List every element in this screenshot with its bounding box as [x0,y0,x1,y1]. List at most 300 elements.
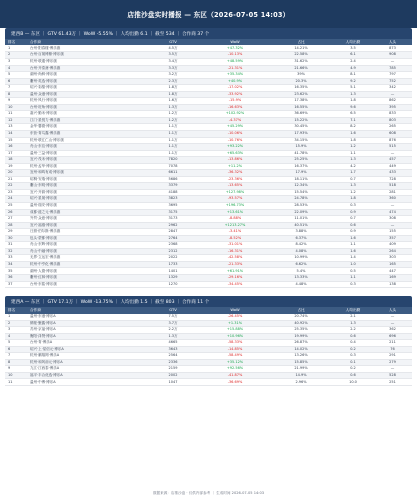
wow-cell: -26.45% [201,314,269,321]
wow-cell: -42.58% [201,255,269,262]
partner-cell: 舟山·东辉·博乐旗 [27,242,145,249]
headcount-cell: 357 [373,235,412,242]
rank-cell: 22 [5,183,27,190]
share-cell: 22.09% [269,209,333,216]
wow-cell: +45.29% [201,124,269,131]
wow-cell: +47.32% [201,45,269,52]
headcount-cell: 251 [373,379,412,386]
rank-cell: 15 [5,137,27,144]
rank-cell: 8 [5,359,27,366]
attendance-cell: 0.5 [333,268,373,275]
headcount-cell: — [373,222,412,229]
headcount-cell: 165 [373,261,412,268]
attendance-cell: 8.2 [333,124,373,131]
gtv-cell: 1.3万 [145,333,201,340]
gtv-cell: 1047 [145,379,201,386]
partner-cell: 宜兴·福禧·博乐旗 [27,222,145,229]
attendance-cell: 1.7 [333,170,373,177]
partner-cell: 嘉兴·勤禾·博乐旗 [27,111,145,118]
partner-cell: 江门·星悦力·博乐旗 [27,117,145,124]
gtv-cell: 3379 [145,183,201,190]
partner-cell: 衢山·东明·博乐旗 [27,183,145,190]
share-cell: 13.33% [269,275,333,282]
gtv-cell: 2962 [145,222,201,229]
gtv-cell: 2.3万 [145,78,201,85]
attendance-cell: 1.6 [333,131,373,138]
headcount-cell: — [373,58,412,65]
share-cell: 30.45% [269,124,333,131]
partner-cell: 湖州·人德·博乐旗 [27,268,145,275]
gtv-cell: 1733 [145,261,201,268]
wow-cell: -21.33% [201,261,269,268]
attendance-cell: 1.1 [333,242,373,249]
gtv-cell: 1.6万 [145,98,201,105]
partner-cell: 绍兴·彩酷·博乐旗 [27,85,145,92]
gtv-cell: 3.5万 [145,52,201,59]
headcount-cell: 291 [373,353,412,360]
table-body [5,45,412,287]
gtv-cell: 7.5万 [145,314,201,321]
partner-cell: 金华·馨德·博乐旗 [27,124,145,131]
attendance-cell: 3.5 [333,45,373,52]
attendance-cell: 0.2 [333,346,373,353]
partner-cell: 温州·东港·博乐A [27,314,145,321]
headcount-cell: 360 [373,196,412,203]
share-cell: 6.62% [269,261,333,268]
attendance-cell: 0.7 [333,176,373,183]
gtv-cell: 1.1万 [145,124,201,131]
wow-cell: -13.86% [201,157,269,164]
partner-cell: 杭州·和风前元·博乐A [27,359,145,366]
rank-cell: 7 [5,353,27,360]
wow-cell: +1.31% [201,320,269,327]
column-header-rank[interactable]: 排名 [8,307,16,312]
gtv-cell: 4.5万 [145,45,201,52]
share-cell: 24.78% [269,196,333,203]
partner-cell: 湖州·尚鲜·博乐旗 [27,72,145,79]
wow-cell: -13.65% [201,183,269,190]
attendance-cell: 0.1 [333,359,373,366]
headcount-cell: 833 [373,111,412,118]
partner-cell: 台州·阳春楼·博乐旗 [27,45,145,52]
rank-cell: 25 [5,203,27,210]
wow-cell: -10.13% [201,52,269,59]
gtv-cell: 2002 [145,372,201,379]
partner-cell: 宜州·和鸣有成·博乐旗 [27,170,145,177]
rank-cell: 27 [5,216,27,223]
wow-cell: +65.63% [201,150,269,157]
headcount-cell: 876 [373,137,412,144]
rank-cell: 3 [5,58,27,65]
share-cell: 40.92% [269,320,333,327]
share-cell: 4.48% [269,281,333,288]
rank-cell: 26 [5,209,27,216]
rank-cell: 34 [5,261,27,268]
rank-cell: 7 [5,85,27,92]
wow-cell: +1213.27% [201,222,269,229]
attendance-cell: 0.6 [333,333,373,340]
headcount-cell: — [373,366,412,373]
wow-cell: +13.61% [201,209,269,216]
partner-cell: 杭州·鹏翔网·博乐A [27,353,145,360]
rank-cell: 14 [5,131,27,138]
wow-cell: +93.22% [201,144,269,151]
share-cell: 4.08% [269,248,333,255]
attendance-cell: 0.2 [333,366,373,373]
column-header-wow[interactable]: WoW [230,308,240,313]
wow-cell: -41.87% [201,372,269,379]
gtv-cell: 3.4万 [145,58,201,65]
attendance-cell: 6.5 [333,111,373,118]
gtv-cell: 6611 [145,170,201,177]
wow-cell: -14.85% [201,346,269,353]
attendance-cell: 0.6 [333,372,373,379]
attendance-cell: 6.1 [333,52,373,59]
share-cell: 18.11% [269,176,333,183]
wow-cell: -21.31% [201,65,269,72]
rank-cell: 4 [5,65,27,72]
share-cell: 16.55% [269,104,333,111]
attendance-cell: 0.3 [333,281,373,288]
wow-cell: +48.59% [201,58,269,65]
share-cell: 17.9% [269,170,333,177]
rank-cell: 12 [5,117,27,124]
column-header-share[interactable]: 占比 [297,307,305,312]
partner-cell: 日照·伯尔斯·博乐旗 [27,229,145,236]
attendance-cell: 9.6 [333,104,373,111]
wow-cell: -8.52% [201,235,269,242]
share-cell: 5.4% [269,268,333,275]
headcount-cell: 76 [373,346,412,353]
partner-cell: 舟山·东岛·博乐旗 [27,144,145,151]
partner-cell: 温州·中博·博乐A [27,379,145,386]
attendance-cell: 0.9 [333,209,373,216]
share-cell: 34.15% [269,137,333,144]
share-cell: 16.35% [269,85,333,92]
rank-cell: 9 [5,98,27,105]
page-header [0,0,417,28]
headcount-cell: 395 [373,104,412,111]
gtv-cell: 1329 [145,275,201,282]
share-cell: 2.96% [269,379,333,386]
attendance-cell: 4.9 [333,65,373,72]
gtv-cell: 1270 [145,281,201,288]
rank-cell: 20 [5,170,27,177]
attendance-cell: 1.4 [333,255,373,262]
share-cell: 15.85% [269,359,333,366]
attendance-cell: 1.2 [333,189,373,196]
gtv-cell: 1.8万 [145,85,201,92]
share-cell: 14.9% [269,372,333,379]
headcount-cell: 264 [373,248,412,255]
wow-cell: +11.2% [201,163,269,170]
rank-cell: 10 [5,104,27,111]
wow-cell: -10.06% [201,131,269,138]
page-footer: 数据来源：店推沙盘 · 仅供内部参考 ｜ 生成时间 2026-07-05 14:03 [152,491,265,495]
attendance-cell: 10.0 [333,379,373,386]
partner-cell: 外贸·众意·博乐旗 [27,216,145,223]
gtv-cell: 3695 [145,203,201,210]
wow-cell: +15.88% [201,327,269,334]
share-cell: 23.62% [269,91,333,98]
partner-cell: 无界·立运宏·博乐旗 [27,255,145,262]
attendance-cell: 1.8 [333,196,373,203]
partner-cell: 台州·青·博乐A [27,340,145,347]
partner-cell: 杭州·风行·博乐旗 [27,98,145,105]
share-cell: 10.99% [269,255,333,262]
column-header-attendance[interactable]: 人均出勤 [345,307,361,312]
wow-cell: -58.33% [201,340,269,347]
headcount-cell: 281 [373,189,412,196]
partner-cell: 台州·百晟博鼎·博乐旗 [27,52,145,59]
wow-cell: -29.16% [201,275,269,282]
rank-cell: 17 [5,150,27,157]
headcount-cell: — [373,320,412,327]
wow-cell: -8.88% [201,216,269,223]
attendance-cell: 9.2 [333,78,373,85]
column-header-partner[interactable]: 合作商 [30,39,42,44]
headcount-cell: 342 [373,85,412,92]
wow-cell: -93.57% [201,196,269,203]
headcount-cell: 515 [373,144,412,151]
headcount-cell: — [373,91,412,98]
share-cell: 21.66% [269,65,333,72]
share-cell: 14.21% [269,45,333,52]
share-cell: 15.22% [269,117,333,124]
ranking-table [5,307,412,386]
rank-cell: 11 [5,379,27,386]
rank-cell: 4 [5,333,27,340]
headcount-cell: — [373,203,412,210]
share-cell: 21.99% [269,366,333,373]
column-header-rank[interactable]: 排名 [8,39,16,44]
partner-cell: 宜兴·茂禾·博乐旗 [27,157,145,164]
partner-cell: 温州·众港·博乐旗 [27,91,145,98]
headcount-cell: 608 [373,131,412,138]
rank-cell: 30 [5,235,27,242]
column-header-wow[interactable]: WoW [230,40,240,45]
share-cell: 8.42% [269,242,333,249]
partner-cell: 宜兴·开源·博乐旗 [27,189,145,196]
headcount-cell: 303 [373,255,412,262]
attendance-cell: 4.2 [333,163,373,170]
share-cell: 14.02% [269,346,333,353]
attendance-cell: 2.2 [333,327,373,334]
share-cell: 13.26% [269,353,333,360]
attendance-cell: 0.6 [333,222,373,229]
rank-cell: 31 [5,242,27,249]
wow-cell: +35.12% [201,359,269,366]
gtv-cell: 3643 [145,346,201,353]
partner-cell: 衢州·红林·博乐旗 [27,275,145,282]
gtv-cell: 3.3万 [145,65,201,72]
wow-cell: -16.63% [201,104,269,111]
headcount-cell: 138 [373,281,412,288]
gtv-cell: 2764 [145,235,201,242]
table-body [5,314,412,386]
wow-cell: -33.92% [201,91,269,98]
rank-cell: 1 [5,314,27,321]
wow-cell: -10.76% [201,137,269,144]
headcount-cell: 797 [373,72,412,79]
partner-cell: 杭州·孟华·博乐旗 [27,163,145,170]
headcount-cell: 169 [373,275,412,282]
partner-cell: 九江·江西泰·博乐A [27,366,145,373]
gtv-cell: 2564 [145,353,201,360]
wow-cell: +61.91% [201,268,269,275]
attendance-cell: 1.0 [333,261,373,268]
share-cell: 25.25% [269,157,333,164]
gtv-cell: 2022 [145,255,201,262]
column-header-partner[interactable]: 合作商 [30,307,42,312]
share-cell: 17.38% [269,98,333,105]
partner-cell: 成都·道之元·博乐旗 [27,209,145,216]
share-cell: 25.35% [269,327,333,334]
attendance-cell: 1.6 [333,248,373,255]
page-title: 店推沙盘实时播报 — 东区（2026-07-05 14:03） [127,11,290,19]
headcount-cell: 279 [373,359,412,366]
headcount-cell: 433 [373,170,412,177]
headcount-cell: 752 [373,78,412,85]
gtv-cell: 1.1万 [145,131,201,138]
share-cell: 20.74% [269,314,333,321]
rank-cell: 8 [5,91,27,98]
partner-cell: 台州·东铭·博乐旗 [27,281,145,288]
wow-cell: -17.02% [201,85,269,92]
gtv-cell: 1.1万 [145,150,201,157]
rank-cell: 2 [5,320,27,327]
rank-cell: 28 [5,222,27,229]
attendance-cell: 7.1 [333,117,373,124]
column-header-headcount[interactable]: 人头 [388,307,397,312]
partner-cell: 包头·蒙都·博乐旗 [27,235,145,242]
wow-cell: -3.41% [201,229,269,236]
gtv-cell: 1.2万 [145,111,201,118]
share-cell: 41.78% [269,150,333,157]
rank-cell: 5 [5,72,27,79]
share-cell: 12.34% [269,183,333,190]
rank-cell: 3 [5,327,27,334]
headcount-cell: — [373,150,412,157]
table-row[interactable] [5,379,412,386]
rank-cell: 2 [5,52,27,59]
attendance-cell: 1.3 [333,183,373,190]
wow-cell: +102.92% [201,111,269,118]
column-header-headcount[interactable]: 人头 [388,39,397,44]
share-cell: 19.99% [269,333,333,340]
wow-cell: +127.98% [201,189,269,196]
gtv-cell: 4188 [145,189,201,196]
rank-cell: 18 [5,157,27,164]
wow-cell: +35.34% [201,72,269,79]
headcount-cell: 474 [373,209,412,216]
attendance-cell: 0.9 [333,229,373,236]
share-cell: 36.69% [269,111,333,118]
column-header-attendance[interactable]: 人均出勤 [345,39,361,44]
rank-cell: 37 [5,281,27,288]
headcount-cell: 265 [373,124,412,131]
headcount-cell: 696 [373,333,412,340]
gtv-cell: 1401 [145,268,201,275]
headcount-cell: 308 [373,216,412,223]
headcount-cell: 785 [373,65,412,72]
partner-cell: 杭州·联汇仁山·博乐旗 [27,137,145,144]
gtv-cell: 3.2万 [145,72,201,79]
gtv-cell: 4665 [145,340,201,347]
attendance-cell: 1.3 [333,91,373,98]
attendance-cell: 2.4 [333,58,373,65]
share-cell: 39% [269,72,333,79]
gtv-cell: 3175 [145,209,201,216]
wow-cell: -15.9% [201,98,269,105]
partner-cell: 鹤壁·聚鑫·博乐A [27,320,145,327]
share-cell: 20.3% [269,78,333,85]
wow-cell: +92.56% [201,366,269,373]
gtv-cell: 2312 [145,248,201,255]
attendance-cell: 1.1 [333,150,373,157]
share-cell: 31.62% [269,58,333,65]
share-cell: 6.37% [269,235,333,242]
share-cell: 11.01% [269,216,333,223]
attendance-cell: 2.1 [333,314,373,321]
rank-cell: 9 [5,366,27,373]
gtv-cell: 3823 [145,196,201,203]
wow-cell: -4.37% [201,117,269,124]
partner-cell: 杭州·中亨化·博乐旗 [27,261,145,268]
rank-cell: 13 [5,124,27,131]
rank-cell: 6 [5,78,27,85]
wow-cell: -36.32% [201,170,269,177]
share-cell: 40.51% [269,222,333,229]
rank-cell: 24 [5,196,27,203]
column-header-gtv[interactable]: GTV [169,308,177,313]
share-cell: 16.37% [269,163,333,170]
wow-cell: +196.73% [201,203,269,210]
ranking-table [5,39,412,288]
gtv-cell: 3173 [145,216,201,223]
rank-cell: 23 [5,189,27,196]
headcount-cell: 447 [373,268,412,275]
partner-cell: 东营·青鸟鑫·博乐旗 [27,131,145,138]
gtv-cell: 1.1万 [145,144,201,151]
rank-cell: 21 [5,176,27,183]
gtv-cell: 1.2万 [145,117,201,124]
wow-cell: -36.69% [201,379,269,386]
headcount-cell: 155 [373,229,412,236]
attendance-cell: 0.3 [333,353,373,360]
attendance-cell: 1.6 [333,235,373,242]
gtv-cell: 7078 [145,163,201,170]
column-header-gtv[interactable]: GTV [169,40,177,45]
table-row[interactable] [5,281,412,288]
headcount-cell: 862 [373,98,412,105]
partner-cell: 衢州·英选·博乐旗 [27,78,145,85]
section-title: 建西B — 东区 ｜ GTV 61.43万 ｜ WoW -5.55% ｜ 人均出勤 6.1 ｜ 截至 534 ｜ 合作商 37 个 [5,28,412,39]
wow-cell: +10.96% [201,333,269,340]
partner-cell: 台州·开泰斋·博乐旗 [27,65,145,72]
gtv-cell: 2368 [145,242,201,249]
column-header-share[interactable]: 占比 [297,39,305,44]
partner-cell: 苏州·京福·博乐A [27,327,145,334]
attendance-cell: 1.3 [333,320,373,327]
gtv-cell: 1.1万 [145,137,201,144]
wow-cell: -23.36% [201,176,269,183]
partner-cell: 绍桐·安瑞·博乐旗 [27,176,145,183]
gtv-cell: 2.2万 [145,327,201,334]
rank-cell: 1 [5,45,27,52]
gtv-cell: 5686 [145,176,201,183]
headcount-cell: 211 [373,340,412,347]
